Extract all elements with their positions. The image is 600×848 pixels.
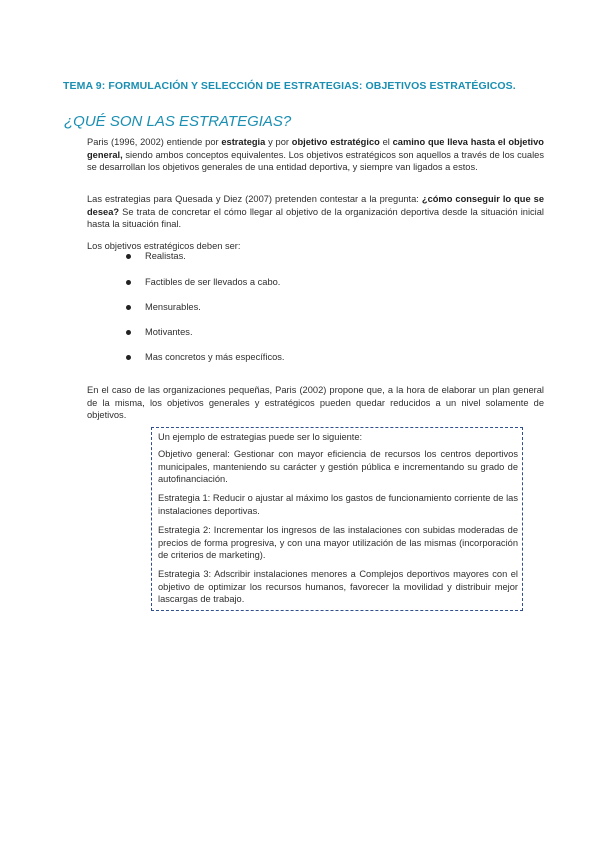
bullet-icon — [126, 254, 131, 259]
example-strategy-3: Estrategia 3: Adscribir instalaciones menores a Complejos deportivos mayores con el objetivo de optimizar los recursos humanos, favorecer la movilidad y distribuir mejor lascargas de trabajo. — [158, 569, 518, 605]
section-heading: ¿QUÉ SON LAS ESTRATEGIAS? — [64, 113, 292, 130]
example-strategy-1: Estrategia 1: Reducir o ajustar al máximo los gastos de funcionamiento corriente de las instalaciones deportivas. — [158, 493, 518, 516]
bullet-icon — [126, 280, 131, 285]
bullet-icon — [126, 305, 131, 310]
paragraph-definition: Paris (1996, 2002) entiende por estrategia y por objetivo estratégico el camino que lleva hasta el objetivo general, siendo ambos conceptos equivalentes. Los objetivos estratégicos son aquellos a través de los cuales se desarrollan los objetivos generales de una entidad deportiva, y siempre van ligados a estos. — [87, 137, 544, 173]
example-general-objective: Objetivo general: Gestionar con mayor eficiencia de recursos los centros deportivos municipales, manteniendo su carácter y gestión pública e incrementando su grado de autofinanciación. — [158, 449, 518, 485]
document-title: TEMA 9: FORMULACIÓN Y SELECCIÓN DE ESTRATEGIAS: OBJETIVOS ESTRATÉGICOS. — [63, 80, 516, 92]
document-page: TEMA 9: FORMULACIÓN Y SELECCIÓN DE ESTRATEGIAS: OBJETIVOS ESTRATÉGICOS. ¿QUÉ SON LAS ESTRATEGIAS? Paris (1996, 2002) entiende por estrategia y por objetivo estratégico el camino que lleva hasta el objetivo general, siendo ambos conceptos equivalentes. Los objetivos estratégicos son aquellos a través de los cuales se desarrollan los objetivos generales de una entidad deportiva, y siempre van ligados a estos. Las estrategias para Quesada y Diez (2007) pretenden contestar a la pregunta: ¿cómo conseguir lo que se desea? Se trata de concretar el cómo llegar al objetivo de la organización deportiva desde la situación inicial hasta la situación final. Los objetivos estratégicos deben ser: Realistas. Factibles de ser llevados a cabo. Mensurables. Motivantes. Mas concretos y más específicos. En el caso de las organizaciones pequeñas, Paris (2002) propone que, a la hora de elaborar un plan general de la misma, los objetivos generales y estratégicos pueden quedar reducidos a un nivel solamente de objetivos. Un ejemplo de estrategias puede ser lo siguiente: Objetivo general: Gestionar con mayor eficiencia de recursos los centros deportivos municipales, manteniendo su carácter y gestión pública e incrementando su grado de autofinanciación. Estrategia 1: Reducir o ajustar al máximo los gastos de funcionamiento corriente de las instalaciones deportivas. Estrategia 2: Incrementar los ingresos de las instalaciones con subidas moderadas de precios de forma progresiva, y con una mayor utilización de las mismas (incorporación de criterios de marketing). Estrategia 3: Adscribir instalaciones menores a Complejos deportivos mayores con el objetivo de optimizar los recursos humanos, favorecer la movilidad y distribuir mejor lascargas de trabajo. — [0, 0, 600, 848]
example-intro: Un ejemplo de estrategias puede ser lo siguiente: — [158, 432, 363, 442]
example-strategy-2: Estrategia 2: Incrementar los ingresos de las instalaciones con subidas moderadas de precios de forma progresiva, y con una mayor utilización de las mismas (incorporación de criterios de marketing). — [158, 525, 518, 561]
paragraph-question: Las estrategias para Quesada y Diez (2007) pretenden contestar a la pregunta: ¿cómo conseguir lo que se desea? Se trata de concretar el cómo llegar al objetivo de la organización deportiva desde la situación inicial hasta la situación final. — [87, 194, 544, 230]
bullet-icon — [126, 355, 131, 360]
paragraph-small-organizations: En el caso de las organizaciones pequeñas, Paris (2002) propone que, a la hora de elaborar un plan general de la misma, los objetivos generales y estratégicos pueden quedar reducidos a un nivel solamente de objetivos. — [87, 385, 544, 421]
bullet-icon — [126, 330, 131, 335]
paragraph-list-intro: Los objetivos estratégicos deben ser: — [87, 241, 241, 251]
